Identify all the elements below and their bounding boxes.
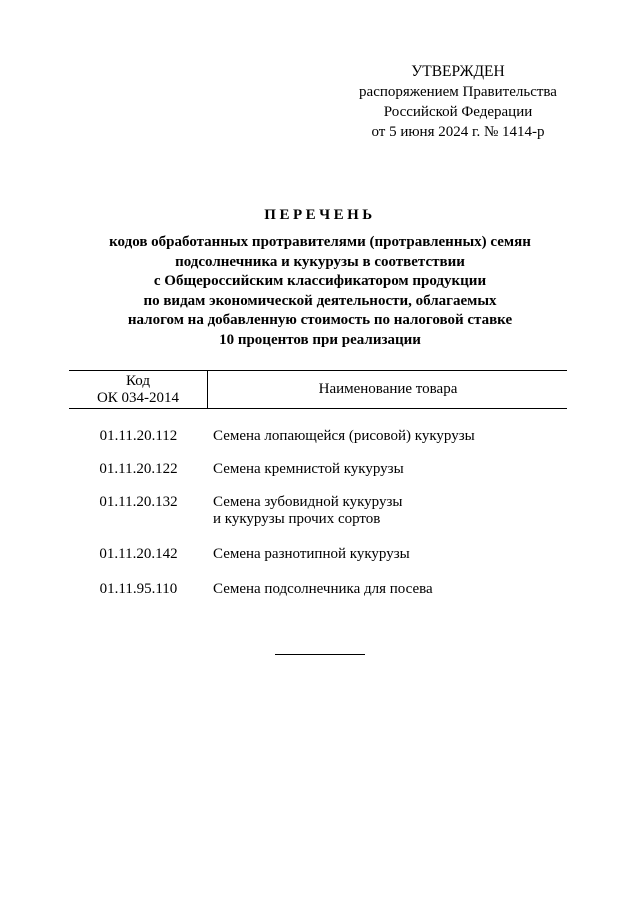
document-title xyxy=(60,205,580,350)
title-line-2: подсолнечника и кукурузы в соответствии xyxy=(175,253,465,270)
row-name-line: Семена подсолнечника для посева xyxy=(213,581,433,597)
row-name xyxy=(213,428,563,445)
table-header xyxy=(69,370,567,409)
row-code: 01.11.95.110 xyxy=(99,581,178,597)
row-name-line: Семена разнотипной кукурузы xyxy=(213,546,410,562)
row-name-line: и кукурузы прочих сортов xyxy=(213,511,381,527)
header-name: Наименование товара xyxy=(318,381,458,397)
title-main: ПЕРЕЧЕНЬ xyxy=(264,207,376,223)
row-name xyxy=(213,461,563,478)
codes-table xyxy=(69,370,567,597)
row-name xyxy=(213,581,563,598)
approval-block xyxy=(340,62,576,142)
row-name xyxy=(213,546,563,563)
row-code: 01.11.20.122 xyxy=(99,461,178,477)
row-code: 01.11.20.112 xyxy=(99,428,178,444)
end-divider xyxy=(275,654,365,655)
approval-line-1: распоряжением Правительства xyxy=(359,84,557,100)
title-line-6: 10 процентов при реализации xyxy=(219,331,421,348)
header-code-line-1: Код xyxy=(126,373,150,389)
row-name-line: Семена зубовидной кукурузы xyxy=(213,494,403,510)
row-code: 01.11.20.142 xyxy=(99,546,178,562)
approval-heading: УТВЕРЖДЕН xyxy=(411,63,505,80)
title-line-4: по видам экономической деятельности, облагаемых xyxy=(143,292,497,309)
header-code-line-2: ОК 034-2014 xyxy=(96,390,180,406)
row-name xyxy=(213,494,563,528)
header-code xyxy=(69,371,208,408)
title-line-1: кодов обработанных протравителями (протравленных) семян xyxy=(109,234,531,250)
approval-line-2: Российской Федерации xyxy=(383,104,533,120)
title-line-3: с Общероссийским классификатором продукции xyxy=(153,273,487,289)
approval-line-3: от 5 июня 2024 г. № 1414-р xyxy=(371,124,545,140)
row-name-line: Семена лопающейся (рисовой) кукурузы xyxy=(213,428,475,444)
row-name-line: Семена кремнистой кукурузы xyxy=(213,461,404,477)
title-line-5: налогом на добавленную стоимость по налоговой ставке xyxy=(127,312,513,328)
row-code: 01.11.20.132 xyxy=(99,494,178,510)
